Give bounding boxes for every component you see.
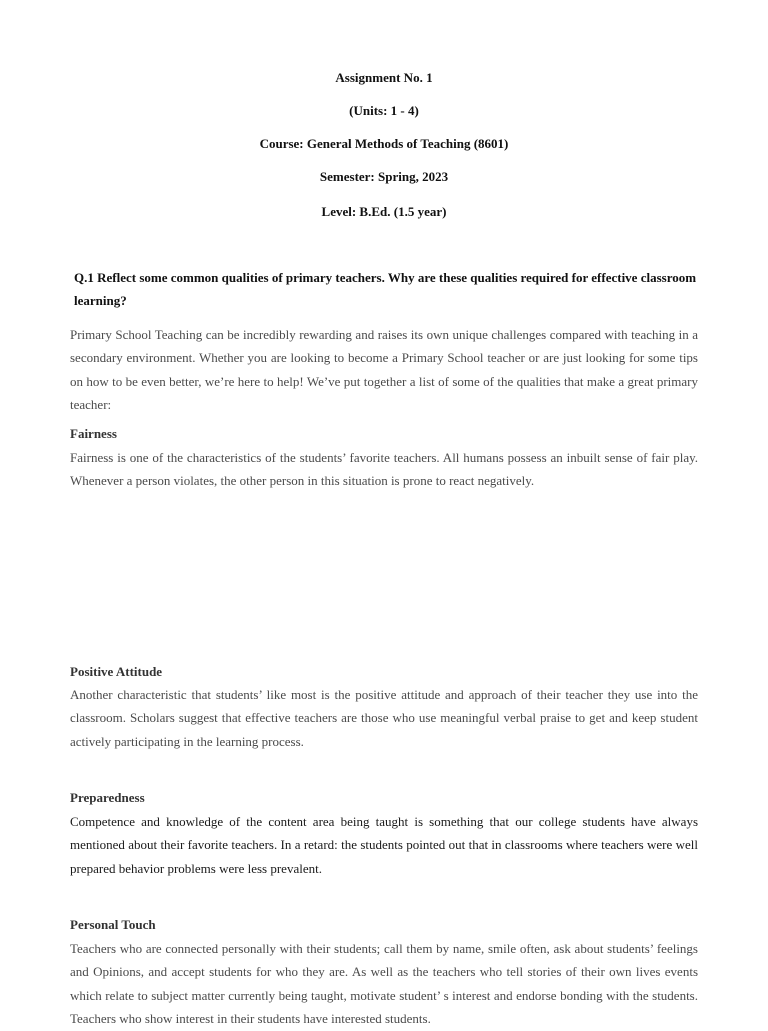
section-heading-positive-attitude: Positive Attitude [70, 664, 163, 679]
section-text-preparedness: Competence and knowledge of the content area being taught is something that our college students have always mentioned about their favorite teachers. In a retard: the students pointed out that in classrooms where teachers were well prepared behavior problems were less prevalent. [70, 814, 698, 876]
units-line: (Units: 1 - 4) [349, 103, 419, 118]
course-line: Course: General Methods of Teaching (8601) [259, 136, 509, 151]
section-text-fairness: Fairness is one of the characteristics of the students’ favorite teachers. All humans possess an inbuilt sense of fair play. Whenever a person violates, the other person in this situation is prone to react negatively. [70, 450, 698, 489]
semester-line: Semester: Spring, 2023 [319, 169, 449, 184]
section-heading-fairness: Fairness [70, 426, 117, 441]
intro-paragraph: Primary School Teaching can be incredibly rewarding and raises its own unique challenges compared with teaching in a secondary environment. Whether you are looking to become a Primary School teacher or are just looking for some tips on how to be even better, we’re here to help! We’ve put together a list of some of the qualities that make a great primary teacher: [70, 327, 698, 413]
section-heading-preparedness: Preparedness [70, 790, 145, 805]
question-1: Q.1 Reflect some common qualities of primary teachers. Why are these qualities required for effective classroom learning? [74, 270, 697, 308]
section-text-positive-attitude: Another characteristic that students’ like most is the positive attitude and approach of their teacher they use into the classroom. Scholars suggest that effective teachers are those who use meaningful verbal praise to get and keep student actively participating in the learning process. [70, 687, 698, 749]
level-line: Level: B.Ed. (1.5 year) [321, 204, 447, 219]
section-heading-personal-touch: Personal Touch [70, 917, 156, 932]
section-text-personal-touch: Teachers who are connected personally with their students; call them by name, smile often, ask about students’ feelings and Opinions, and accept students for who they are. As well as the teachers who tell stories of their own lives events which relate to subject matter currently being taught, motivate student’ s interest and endorse bonding with the students. Teachers who show interest in their students have interested students. [70, 941, 698, 1027]
assignment-title: Assignment No. 1 [335, 70, 433, 85]
